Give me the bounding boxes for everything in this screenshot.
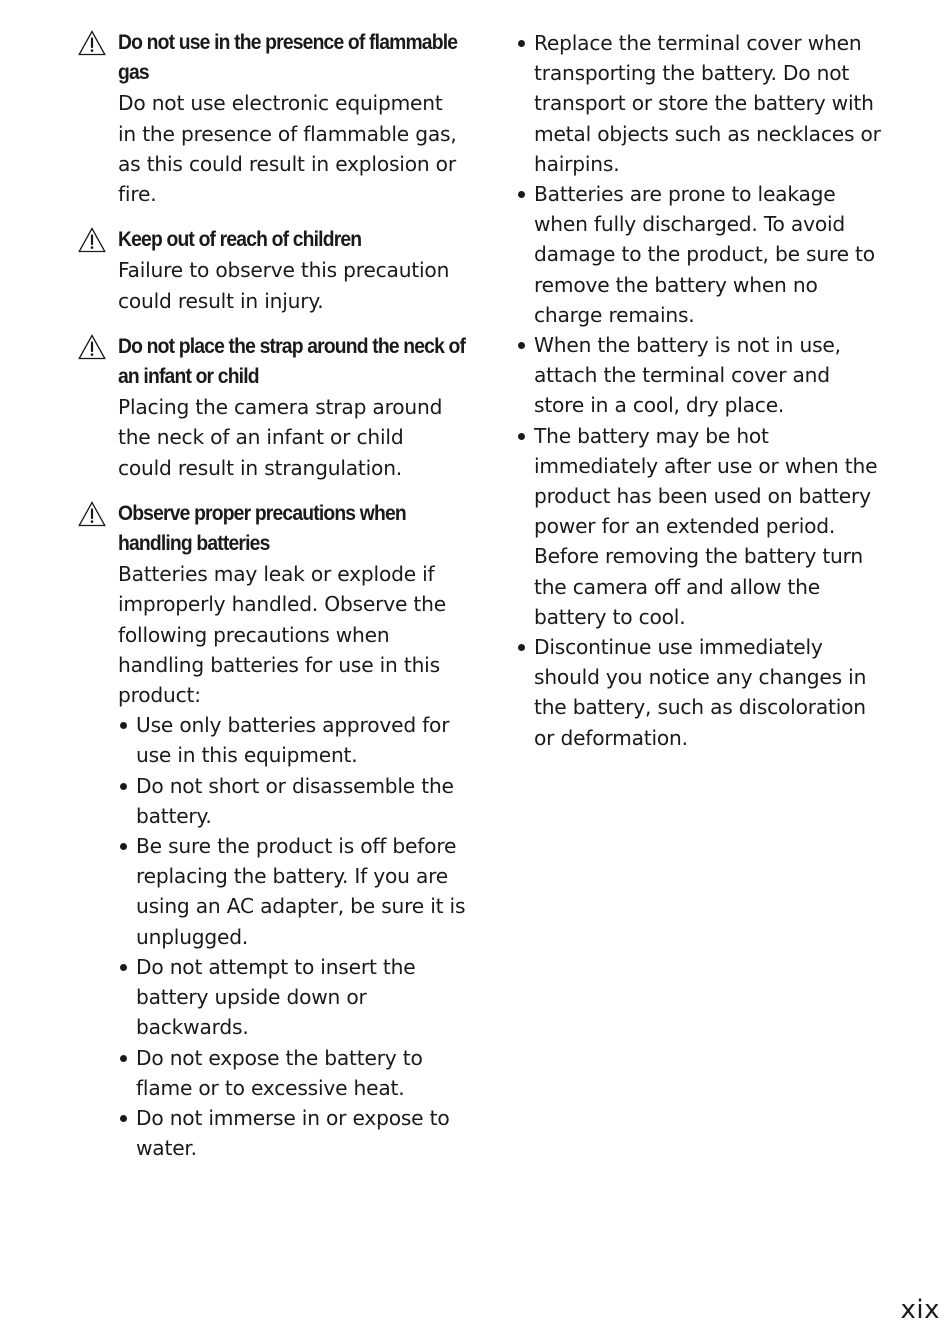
left-column xyxy=(78,28,488,1179)
list-item-line: when fully discharged. To avoid xyxy=(534,212,846,237)
warning-body xyxy=(118,392,488,483)
warning-body-line: could result in strangulation. xyxy=(118,455,403,480)
list-item-line: remove the battery when no xyxy=(534,272,818,297)
warning-body-line: in the presence of flammable gas, xyxy=(118,121,457,146)
list-item xyxy=(118,710,488,770)
list-item-line: battery to cool. xyxy=(534,604,686,629)
list-item-line: Do not immerse in or expose to xyxy=(136,1105,450,1130)
list-item-line: transport or store the battery with xyxy=(534,91,874,116)
warning-body-line: following precautions when xyxy=(118,622,390,647)
warning-body-line: product: xyxy=(118,683,201,708)
list-item-line: attach the terminal cover and xyxy=(534,363,830,388)
list-item-line: the camera off and allow the xyxy=(534,574,820,599)
list-item-line: The battery may be hot xyxy=(534,423,769,448)
right-column xyxy=(516,28,916,753)
warning-section xyxy=(78,332,488,483)
list-item-line: should you notice any changes in xyxy=(534,665,867,690)
warning-body-line: fire. xyxy=(118,182,157,207)
warning-triangle-icon xyxy=(78,227,106,253)
list-item-line: Do not attempt to insert the xyxy=(136,954,416,979)
list-item xyxy=(516,179,916,330)
warning-body-line: improperly handled. Observe the xyxy=(118,592,446,617)
list-item-line: use in this equipment. xyxy=(136,743,358,768)
warning-body-line: Failure to observe this precaution xyxy=(118,258,450,283)
list-item-line: Use only batteries approved for xyxy=(136,713,450,738)
warning-body xyxy=(118,88,488,209)
warning-title-line: Do not place the strap around the neck of xyxy=(118,334,466,358)
warning-triangle-icon xyxy=(78,334,106,360)
list-item-line: flame or to excessive heat. xyxy=(136,1075,405,1100)
list-item-line: store in a cool, dry place. xyxy=(534,393,785,418)
list-item-line: charge remains. xyxy=(534,302,695,327)
list-item-line: When the battery is not in use, xyxy=(534,333,841,358)
page-number: xix xyxy=(900,1295,940,1325)
list-item-line: immediately after use or when the xyxy=(534,453,878,478)
warning-section xyxy=(78,28,488,209)
warning-body-line: handling batteries for use in this xyxy=(118,652,440,677)
warning-title-line: an infant or child xyxy=(118,365,259,389)
list-item-line: Replace the terminal cover when xyxy=(534,31,862,55)
list-item xyxy=(118,952,488,1043)
list-item-line: battery. xyxy=(136,803,212,828)
list-item xyxy=(118,1043,488,1103)
list-item-line: the battery, such as discoloration xyxy=(534,695,866,720)
list-item xyxy=(516,632,916,753)
warning-title-line: Do not use in the presence of flammable xyxy=(118,31,458,54)
list-item-line: or deformation. xyxy=(534,725,688,750)
warning-title xyxy=(118,332,466,392)
warning-body xyxy=(118,255,488,315)
list-item-line: Be sure the product is off before xyxy=(136,834,457,859)
warning-body-line: Batteries may leak or explode if xyxy=(118,562,435,587)
list-item xyxy=(118,831,488,952)
list-item xyxy=(516,330,916,421)
list-item-line: power for an extended period. xyxy=(534,514,836,539)
warning-title-line: handling batteries xyxy=(118,532,270,556)
list-item-line: product has been used on battery xyxy=(534,484,871,509)
warning-section xyxy=(78,499,488,1163)
list-item-line: water. xyxy=(136,1136,197,1161)
list-item-line: using an AC adapter, be sure it is xyxy=(136,894,466,919)
list-item-line: backwards. xyxy=(136,1015,249,1040)
bullet-list xyxy=(516,28,916,753)
warning-title xyxy=(118,28,458,88)
warning-body-line: the neck of an infant or child xyxy=(118,425,404,450)
list-item xyxy=(118,1103,488,1163)
list-item-line: transporting the battery. Do not xyxy=(534,61,850,86)
warning-triangle-icon xyxy=(78,30,106,56)
list-item-line: replacing the battery. If you are xyxy=(136,864,449,889)
list-item-line: Batteries are prone to leakage xyxy=(534,182,836,207)
warning-title-line: gas xyxy=(118,61,149,85)
list-item-line: Discontinue use immediately xyxy=(534,635,823,660)
list-item xyxy=(516,28,916,179)
list-item-line: Do not expose the battery to xyxy=(136,1045,423,1070)
warning-body-line: as this could result in explosion or xyxy=(118,151,456,176)
list-item xyxy=(516,421,916,632)
warning-title xyxy=(118,225,458,255)
list-item xyxy=(118,771,488,831)
warning-body-line: could result in injury. xyxy=(118,288,324,313)
warning-body xyxy=(118,559,488,710)
list-item-line: damage to the product, be sure to xyxy=(534,242,875,267)
warning-body-line: Placing the camera strap around xyxy=(118,395,443,420)
list-item-line: hairpins. xyxy=(534,151,620,176)
list-item-line: metal objects such as necklaces or xyxy=(534,121,881,146)
list-item-line: unplugged. xyxy=(136,924,249,949)
bullet-list xyxy=(118,710,488,1163)
warning-triangle-icon xyxy=(78,501,106,527)
list-item-line: Before removing the battery turn xyxy=(534,544,863,569)
warning-section xyxy=(78,225,488,316)
warning-title-line: Observe proper precautions when xyxy=(118,501,406,525)
list-item-line: Do not short or disassemble the xyxy=(136,773,454,798)
warning-title-line: Keep out of reach of children xyxy=(118,228,362,252)
list-item-line: battery upside down or xyxy=(136,985,367,1010)
warning-body-line: Do not use electronic equipment xyxy=(118,91,443,116)
warning-title xyxy=(118,499,458,559)
